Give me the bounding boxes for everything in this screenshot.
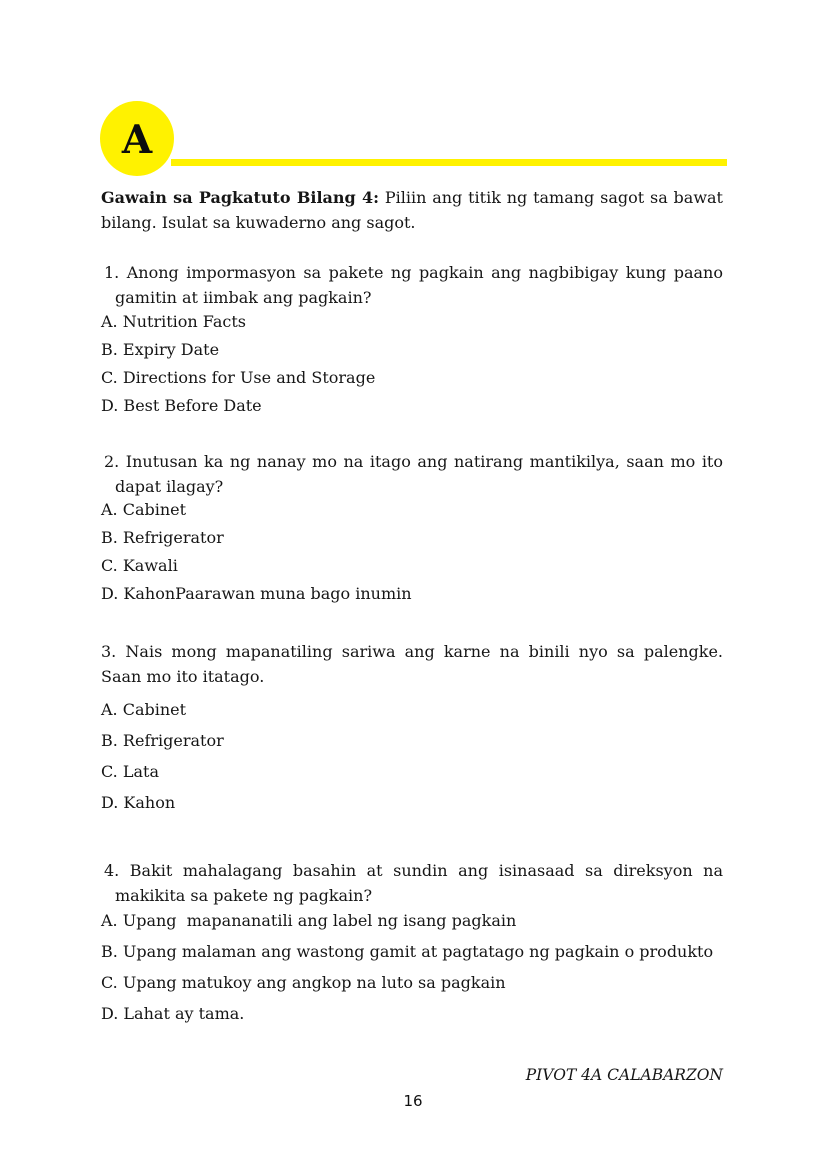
question-3-text-line-1: 3. Nais mong mapanatiling sariwa ang karne na binili nyo sa palengke. <box>101 642 723 661</box>
question-2-option-a: A. Cabinet <box>101 500 187 519</box>
activity-instructions-part: Piliin ang titik ng tamang sagot sa bawat <box>384 188 723 207</box>
question-2 <box>101 450 723 608</box>
question-2-text-line-2: dapat ilagay? <box>115 476 224 496</box>
badge-letter: A <box>121 116 153 163</box>
question-1-option-b: B. Expiry Date <box>101 340 220 359</box>
question-3-option-a: A. Cabinet <box>101 700 187 719</box>
question-3 <box>101 640 723 818</box>
section-badge <box>100 101 174 176</box>
question-1-option-c: C. Directions for Use and Storage <box>101 368 376 387</box>
question-2-option-b: B. Refrigerator <box>101 528 224 547</box>
question-4-option-b: B. Upang malaman ang wastong gamit at pagtatago ng pagkain o produkto <box>101 942 714 961</box>
question-4 <box>101 859 723 1029</box>
question-2-option-c: C. Kawali <box>101 556 178 575</box>
question-1-option-d: D. Best Before Date <box>101 396 262 415</box>
question-1-option-a: A. Nutrition Facts <box>101 312 246 331</box>
question-4-text-line-2: makikita sa pakete ng pagkain? <box>115 885 373 905</box>
page-number: 16 <box>403 1092 423 1110</box>
header-rule <box>171 159 727 166</box>
question-3-option-c: C. Lata <box>101 762 159 781</box>
question-4-options <box>101 905 723 1029</box>
question-2-option-d: D. KahonPaarawan muna bago inumin <box>101 584 412 603</box>
question-4-option-c: C. Upang matukoy ang angkop na luto sa pagkain <box>101 973 506 992</box>
question-1-text-line-2: gamitin at iimbak ang pagkain? <box>115 287 372 307</box>
activity-title: Gawain sa Pagkatuto Bilang 4: <box>101 188 380 207</box>
question-3-option-b: B. Refrigerator <box>101 731 224 750</box>
question-4-option-a: A. Upang mapananatili ang label ng isang pagkain <box>101 911 517 930</box>
activity-instructions-line-1 <box>101 186 723 211</box>
question-4-text-line-1: 4. Bakit mahalagang basahin at sundin ang isinasaad sa direksyon na <box>104 861 723 880</box>
question-3-option-d: D. Kahon <box>101 793 176 812</box>
question-4-option-d: D. Lahat ay tama. <box>101 1004 245 1023</box>
activity-instructions-line-2: bilang. Isulat sa kuwaderno ang sagot. <box>101 212 416 232</box>
question-2-options <box>101 496 723 608</box>
question-1-options <box>101 308 723 420</box>
question-3-options <box>101 694 723 818</box>
question-1 <box>101 261 723 420</box>
question-2-text-line-1: 2. Inutusan ka ng nanay mo na itago ang natirang mantikilya, saan mo ito <box>104 452 723 471</box>
footer-credit: PIVOT 4A CALABARZON <box>525 1066 723 1084</box>
activity-header <box>101 186 723 235</box>
question-1-text-line-1: 1. Anong impormasyon sa pakete ng pagkain ang nagbibigay kung paano <box>104 263 723 282</box>
question-3-text-line-2: Saan mo ito itatago. <box>101 666 265 686</box>
